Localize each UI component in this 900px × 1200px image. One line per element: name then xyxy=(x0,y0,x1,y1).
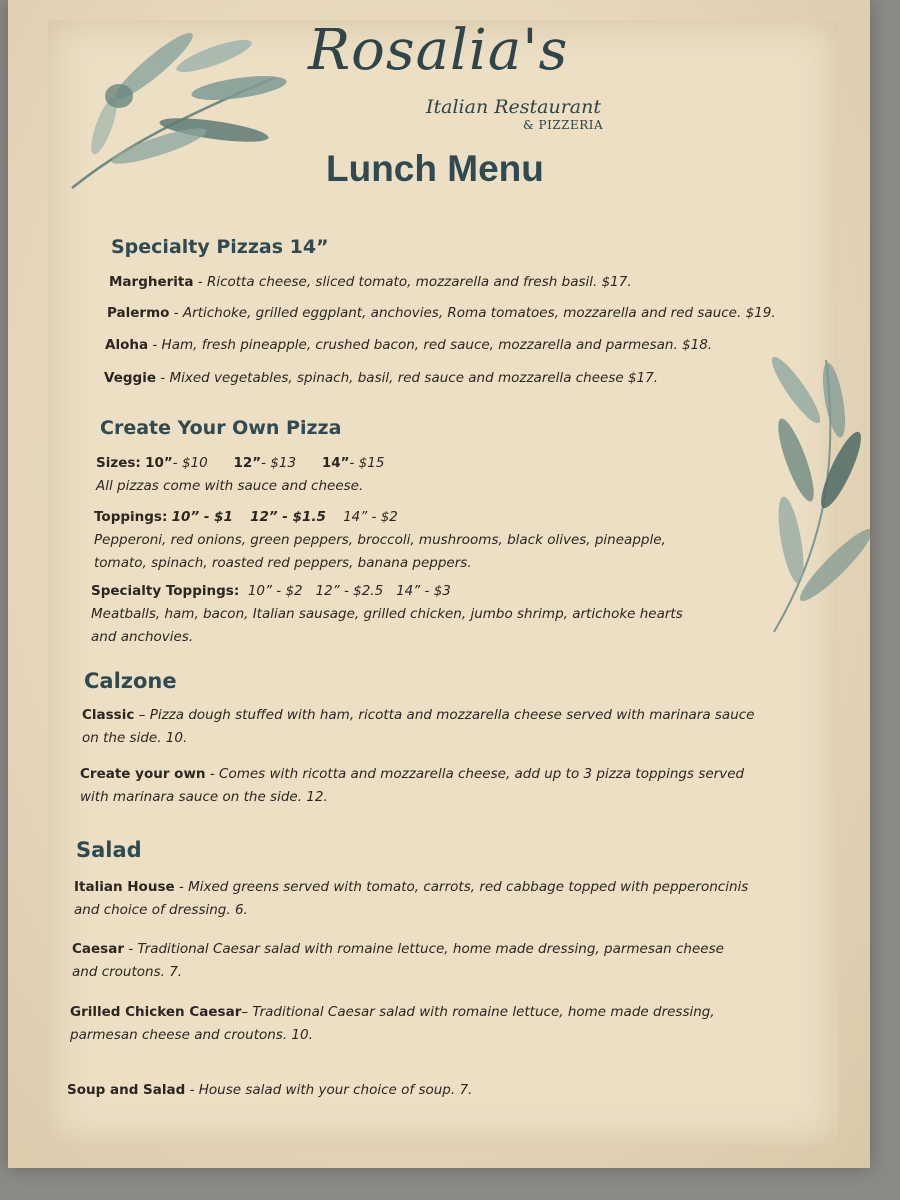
specialty-toppings-price-10: 10” - $2 xyxy=(247,583,303,599)
item-description-line-2: parmesan cheese and croutons. 10. xyxy=(70,1027,313,1043)
item-description-line-2: and choice of dressing. 6. xyxy=(74,902,248,918)
section-heading-salad: Salad xyxy=(76,838,142,862)
menu-item-italian-house xyxy=(74,876,748,922)
menu-item-veggie xyxy=(104,367,658,390)
section-heading-create-pizza: Create Your Own Pizza xyxy=(100,417,342,439)
size-10-price: - $10 xyxy=(172,455,208,471)
toppings-price-12: 12” - $1.5 xyxy=(250,509,326,525)
item-separator: - xyxy=(185,1082,199,1098)
item-separator: - xyxy=(205,766,220,782)
menu-item-palermo xyxy=(107,302,776,325)
item-description-line-2: with marinara sauce on the side. 12. xyxy=(80,789,328,805)
item-name: Palermo xyxy=(107,305,170,321)
size-14-price: - $15 xyxy=(349,455,385,471)
specialty-toppings-line-1: Meatballs, ham, bacon, Italian sausage, grilled chicken, jumbo shrimp, artichoke hearts xyxy=(91,606,683,622)
toppings-list-line-2: tomato, spinach, roasted red peppers, banana peppers. xyxy=(94,555,472,571)
section-heading-specialty-pizzas: Specialty Pizzas 14” xyxy=(111,236,329,258)
item-description: Ham, fresh pineapple, crushed bacon, red sauce, mozzarella and parmesan. $18. xyxy=(161,337,713,353)
item-separator: - xyxy=(155,370,170,386)
toppings-price-14: 14” - $2 xyxy=(343,509,398,525)
specialty-toppings-price-14: 14” - $3 xyxy=(396,583,451,599)
menu-item-aloha xyxy=(105,334,712,357)
item-description: Mixed vegetables, spinach, basil, red sauce and mozzarella cheese $17. xyxy=(169,370,659,386)
page-title: Lunch Menu xyxy=(326,148,544,189)
logo-subtitle: Italian Restaurant xyxy=(426,96,602,118)
specialty-toppings-line-2: and anchovies. xyxy=(91,629,194,645)
item-separator: - xyxy=(174,879,189,895)
item-description-line-1: House salad with your choice of soup. 7. xyxy=(198,1082,473,1098)
menu-item-grilled-chicken-caesar xyxy=(70,1001,715,1047)
size-12: 12” xyxy=(233,455,262,471)
specialty-toppings xyxy=(91,580,683,649)
specialty-toppings-label: Specialty Toppings: xyxy=(91,583,240,599)
olive-branch-right-icon xyxy=(756,340,870,640)
item-name: Grilled Chicken Caesar xyxy=(70,1004,242,1020)
olive-branch-top-left-icon xyxy=(64,26,294,196)
item-name: Create your own xyxy=(80,766,206,782)
item-separator: – xyxy=(241,1004,253,1020)
menu-item-calzone-create-your-own xyxy=(80,763,744,809)
size-14: 14” xyxy=(321,455,350,471)
size-10: 10” xyxy=(145,455,173,471)
item-separator: - xyxy=(169,305,183,321)
sizes-label: Sizes: xyxy=(96,455,141,471)
item-name: Italian House xyxy=(74,879,175,895)
sizes-note: All pizzas come with sauce and cheese. xyxy=(96,478,364,494)
item-description-line-1: Traditional Caesar salad with romaine lettuce, home made dressing, parmesan cheese xyxy=(137,941,724,957)
item-description-line-1: Traditional Caesar salad with romaine lettuce, home made dressing, xyxy=(252,1004,715,1020)
item-description-line-1: Mixed greens served with tomato, carrots, red cabbage topped with pepperoncinis xyxy=(188,879,749,895)
logo-pizzeria: & PIZZERIA xyxy=(523,118,604,132)
menu-paper xyxy=(8,0,870,1168)
item-description-line-1: Comes with ricotta and mozzarella cheese, add up to 3 pizza toppings served xyxy=(219,766,745,782)
pizza-sizes xyxy=(96,452,384,498)
item-name: Aloha xyxy=(105,337,149,353)
item-name: Margherita xyxy=(109,274,194,290)
toppings-label: Toppings: xyxy=(94,509,168,525)
item-name: Soup and Salad xyxy=(67,1082,186,1098)
item-name: Classic xyxy=(82,707,135,723)
menu-item-caesar xyxy=(72,938,724,984)
menu-item-soup-and-salad xyxy=(67,1079,472,1102)
item-description-line-2: and croutons. 7. xyxy=(72,964,183,980)
item-description: Artichoke, grilled eggplant, anchovies, Roma tomatoes, mozzarella and red sauce. $19. xyxy=(182,305,776,321)
item-separator: - xyxy=(123,941,138,957)
item-description-line-2: on the side. 10. xyxy=(82,730,188,746)
item-separator: - xyxy=(193,274,207,290)
pizza-toppings xyxy=(94,506,666,575)
item-separator: - xyxy=(148,337,162,353)
item-description: Ricotta cheese, sliced tomato, mozzarella and fresh basil. $17. xyxy=(206,274,632,290)
item-name: Caesar xyxy=(72,941,124,957)
restaurant-logo xyxy=(308,18,648,138)
item-name: Veggie xyxy=(104,370,156,386)
item-separator: – xyxy=(134,707,150,723)
item-description-line-1: Pizza dough stuffed with ham, ricotta and mozzarella cheese served with marinara sauce xyxy=(149,707,755,723)
size-12-price: - $13 xyxy=(261,455,297,471)
logo-name: Rosalia's xyxy=(308,18,569,83)
toppings-price-10: 10” - $1 xyxy=(171,509,233,525)
section-heading-calzone: Calzone xyxy=(84,669,177,693)
toppings-list-line-1: Pepperoni, red onions, green peppers, broccoli, mushrooms, black olives, pineapple, xyxy=(94,532,666,548)
menu-item-margherita xyxy=(109,271,632,294)
specialty-toppings-price-12: 12” - $2.5 xyxy=(315,583,384,599)
menu-item-calzone-classic xyxy=(82,704,754,750)
